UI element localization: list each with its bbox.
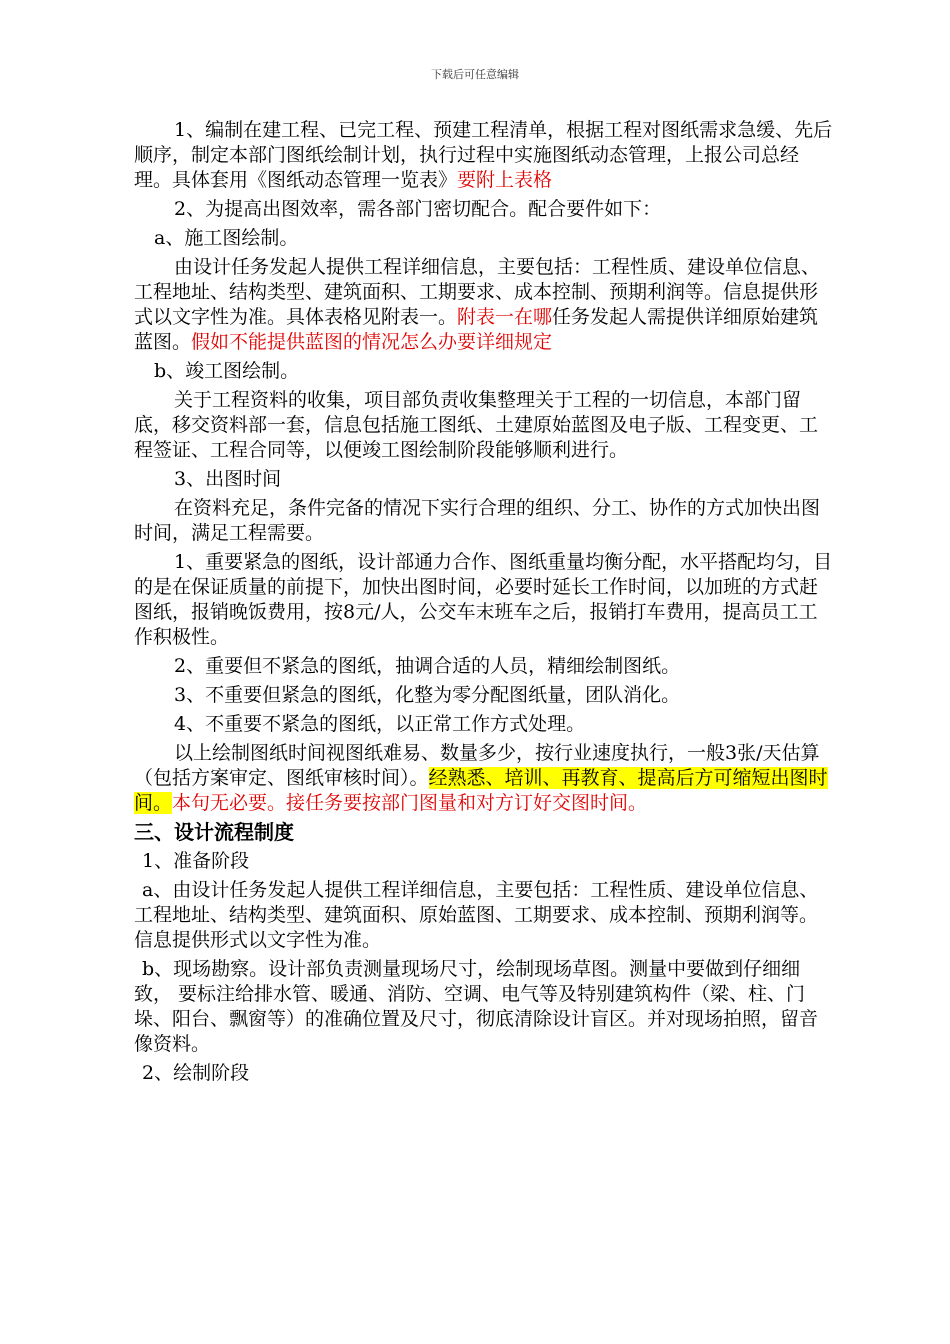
paragraph-2: 2、为提高出图效率，需各部门密切配合。配合要件如下： — [174, 198, 662, 220]
paragraph-6: 关于工程资料的收集，项目部负责收集整理关于工程的一切信息，本部门留底，移交资料部一套，信息包括施工图纸、土建原始蓝图及电子版、工程变更、工程签证、工程合同等，以便竣工图绘制阶段能够顺利进行。 — [134, 389, 819, 461]
comment-attach-table: 要附上表格 — [457, 169, 553, 191]
paragraph-13-text: 以上绘制图纸时间视图纸难易、数量多少，按行业速度执行，一般3张/天估算（包括方案审定、图纸审核时间）。 — [134, 742, 820, 789]
section-heading: 三、设计流程制度 — [134, 820, 294, 844]
comment-table-location: 附表一在哪 — [457, 306, 553, 328]
paragraph-10: 2、重要但不紧急的图纸，抽调合适的人员，精细绘制图纸。 — [174, 655, 681, 677]
paragraph-1 — [134, 118, 834, 193]
paragraph-4-text2: 任务发起人需提供详细原始建筑蓝图。 — [134, 306, 819, 353]
paragraph-17: 2、绘制阶段 — [142, 1062, 250, 1084]
paragraph-1-text: 1、编制在建工程、已完工程、预建工程清单，根据工程对图纸需求急缓、先后顺序，制定本部门图纸绘制计划，执行过程中实施图纸动态管理，上报公司总经理。具体套用《图纸动态管理一览表》 — [134, 119, 833, 191]
paragraph-13 — [134, 741, 834, 816]
paragraph-9: 1、重要紧急的图纸，设计部通力合作、图纸重量均衡分配，水平搭配均匀，目的是在保证质量的前提下，加快出图时间，必要时延长工作时间，以加班的方式赶图纸，报销晚饭费用，按8元/人，公交车末班车之后，报销打车费用，提高员工工作积极性。 — [134, 551, 833, 648]
comment-unnecessary: 本句无必要。接任务要按部门图量和对方订好交图时间。 — [172, 792, 648, 814]
paragraph-7: 3、出图时间 — [174, 468, 282, 490]
document-body — [134, 118, 834, 1090]
paragraph-8: 在资料充足，条件完备的情况下实行合理的组织、分工、协作的方式加快出图时间，满足工程需要。 — [134, 497, 821, 544]
paragraph-15: a、由设计任务发起人提供工程详细信息，主要包括：工程性质、建设单位信息、工程地址、结构类型、建筑面积、原始蓝图、工期要求、成本控制、预期利润等。信息提供形式以文字性为准。 — [134, 879, 819, 951]
page-header: 下载后可任意编辑 — [431, 68, 519, 81]
paragraph-16: b、现场勘察。设计部负责测量现场尺寸，绘制现场草图。测量中要做到仔细细致， 要标注给排水管、暖通、消防、空调、电气等及特别建筑构件（梁、柱、门垛、阳台、飘窗等）的准确位置及尺寸，彻底清除设计盲区。并对现场拍照，留音像资料。 — [134, 958, 819, 1055]
paragraph-12: 4、不重要不紧急的图纸，以正常工作方式处理。 — [174, 713, 586, 735]
paragraph-5: b、竣工图绘制。 — [154, 360, 300, 382]
paragraph-14: 1、准备阶段 — [142, 850, 250, 872]
paragraph-11: 3、不重要但紧急的图纸，化整为零分配图纸量，团队消化。 — [174, 684, 681, 706]
comment-blueprint: 假如不能提供蓝图的情况怎么办要详细规定 — [191, 331, 553, 353]
paragraph-3: a、施工图绘制。 — [154, 227, 299, 249]
paragraph-4 — [134, 255, 834, 355]
paragraph-4-text: 由设计任务发起人提供工程详细信息，主要包括：工程性质、建设单位信息、工程地址、结构类型、建筑面积、工期要求、成本控制、预期利润等。信息提供形式以文字性为准。具体表格见附表一。 — [134, 256, 821, 328]
highlighted-text: 经熟悉、培训、再教育、提高后方可缩短出图时间。 — [134, 767, 828, 814]
